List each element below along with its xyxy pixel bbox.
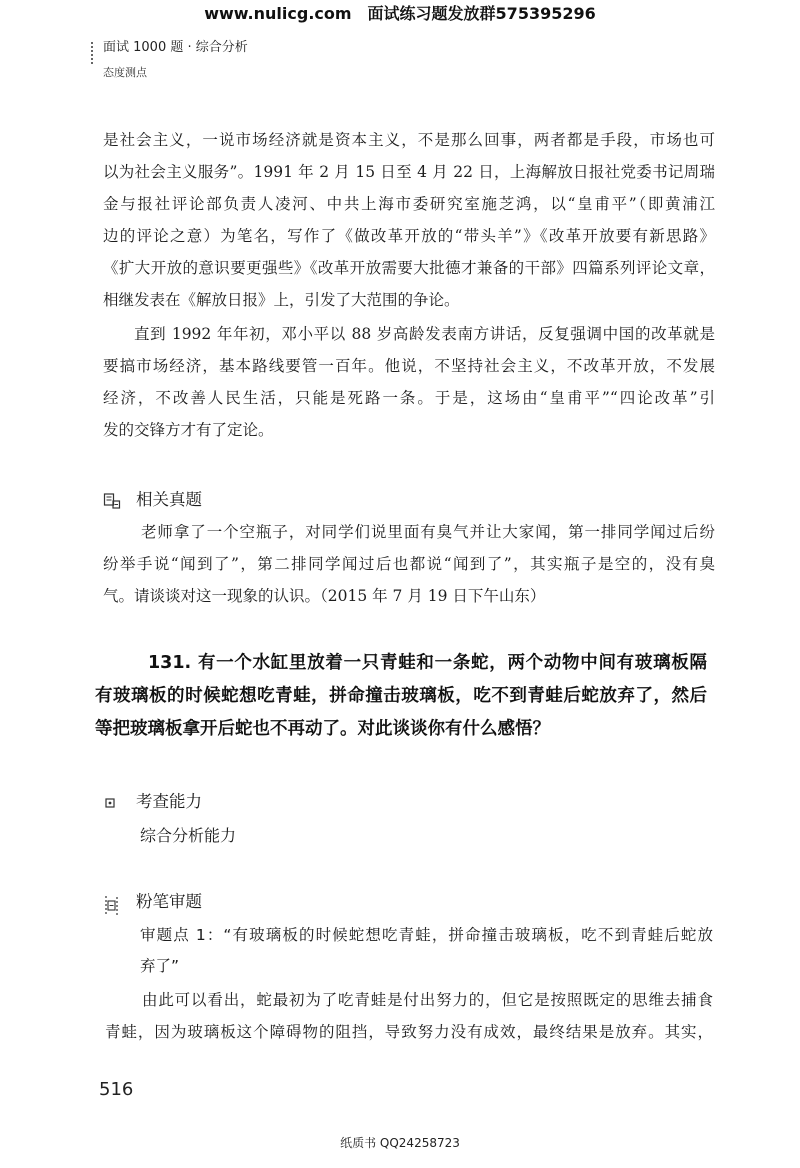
banner-group: 面试练习题发放群575395296 — [367, 4, 596, 23]
banner-site: www.nulicg.com — [204, 4, 352, 23]
paragraph-line: 老师拿了一个空瓶子，对同学们说里面有臭气并让大家闻，第一排同学闻过后纷 — [141, 523, 715, 541]
analysis-heading — [103, 890, 202, 914]
related-questions-heading — [103, 488, 202, 512]
paragraph-line: 是社会主义，一说市场经济就是资本主义，不是那么回事，两者都是手段，市场也可 — [103, 131, 715, 149]
watermark-banner — [0, 2, 800, 26]
paragraph-line: 相继发表在《解放日报》上，引发了大范围的争论。 — [103, 291, 460, 309]
page-number: 516 — [99, 1079, 134, 1100]
paragraph-line: 经济，不改善人民生活，只能是死路一条。于是，这场由“皇甫平”“四论改革”引 — [103, 389, 715, 407]
question-line: 有玻璃板的时候蛇想吃青蛙，拼命撞击玻璃板，吃不到青蛙后蛇放弃了，然后 — [95, 686, 707, 706]
paragraph-line: 要搞市场经济，基本路线要管一百年。他说，不坚持社会主义，不改革开放，不发展 — [103, 357, 715, 375]
paragraph-line: 金与报社评论部负责人凌河、中共上海市委研究室施芝鸿，以“皇甫平”（即黄浦江 — [103, 195, 715, 213]
square-bullet-icon — [103, 794, 121, 812]
question-131 — [95, 647, 707, 746]
paragraph-line: 《扩大开放的意识要更强些》《改革开放需要大批德才兼备的干部》四篇系列评论文章， — [103, 259, 715, 277]
heading-label: 相关真题 — [136, 490, 202, 509]
analysis-paragraph — [105, 984, 713, 1048]
paragraph-line: 以为社会主义服务”。1991 年 2 月 15 日至 4 月 22 日，上海解放日报社党委书记周瑞 — [103, 163, 715, 181]
analysis-point-line: 弃了” — [140, 957, 180, 975]
paragraph-line: 由此可以看出，蛇最初为了吃青蛙是付出努力的，但它是按照既定的思维去捕食 — [142, 991, 713, 1009]
paragraph-line: 青蛙，因为玻璃板这个障碍物的阻挡，导致努力没有成效，最终结果是放弃。其实， — [105, 1023, 713, 1041]
question-line: 131. 有一个水缸里放着一只青蛙和一条蛇，两个动物中间有玻璃板隔 — [148, 653, 707, 673]
paragraph-line: 纷举手说“闻到了”，第二排同学闻过后也都说“闻到了”，其实瓶子是空的，没有臭 — [103, 555, 715, 573]
paragraph-line: 边的评论之意）为笔名，写作了《做改革开放的“带头羊”》《改革开放要有新思路》 — [103, 227, 715, 245]
analysis-point — [140, 920, 713, 982]
paragraph-line: 直到 1992 年年初，邓小平以 88 岁高龄发表南方讲话，反复强调中国的改革就是 — [134, 325, 715, 343]
paragraph — [103, 318, 715, 446]
document-icon — [103, 492, 121, 510]
paragraph-line: 气。请谈谈对这一现象的认识。（2015 年 7 月 19 日下午山东） — [103, 587, 546, 605]
question-line: 等把玻璃板拿开后蛇也不再动了。对此谈谈你有什么感悟？ — [95, 719, 550, 739]
margin-dots — [91, 42, 93, 64]
heading-label: 考查能力 — [136, 792, 202, 811]
running-head-title: 面试 1000 题 · 综合分析 — [103, 40, 248, 55]
heading-label: 粉笔审题 — [136, 892, 202, 911]
running-head-section: 态度测点 — [103, 66, 147, 79]
dotted-bracket-icon — [103, 894, 121, 912]
analysis-point-line: 审题点 1：“有玻璃板的时候蛇想吃青蛙，拼命撞击玻璃板，吃不到青蛙后蛇放 — [140, 926, 713, 944]
ability-text: 综合分析能力 — [140, 826, 237, 845]
related-question-text — [103, 516, 715, 612]
ability-heading — [103, 790, 202, 814]
footer-text: 纸质书 QQ24258723 — [340, 1136, 460, 1150]
paragraph — [103, 124, 715, 316]
paragraph-line: 发的交锋方才有了定论。 — [103, 421, 274, 439]
